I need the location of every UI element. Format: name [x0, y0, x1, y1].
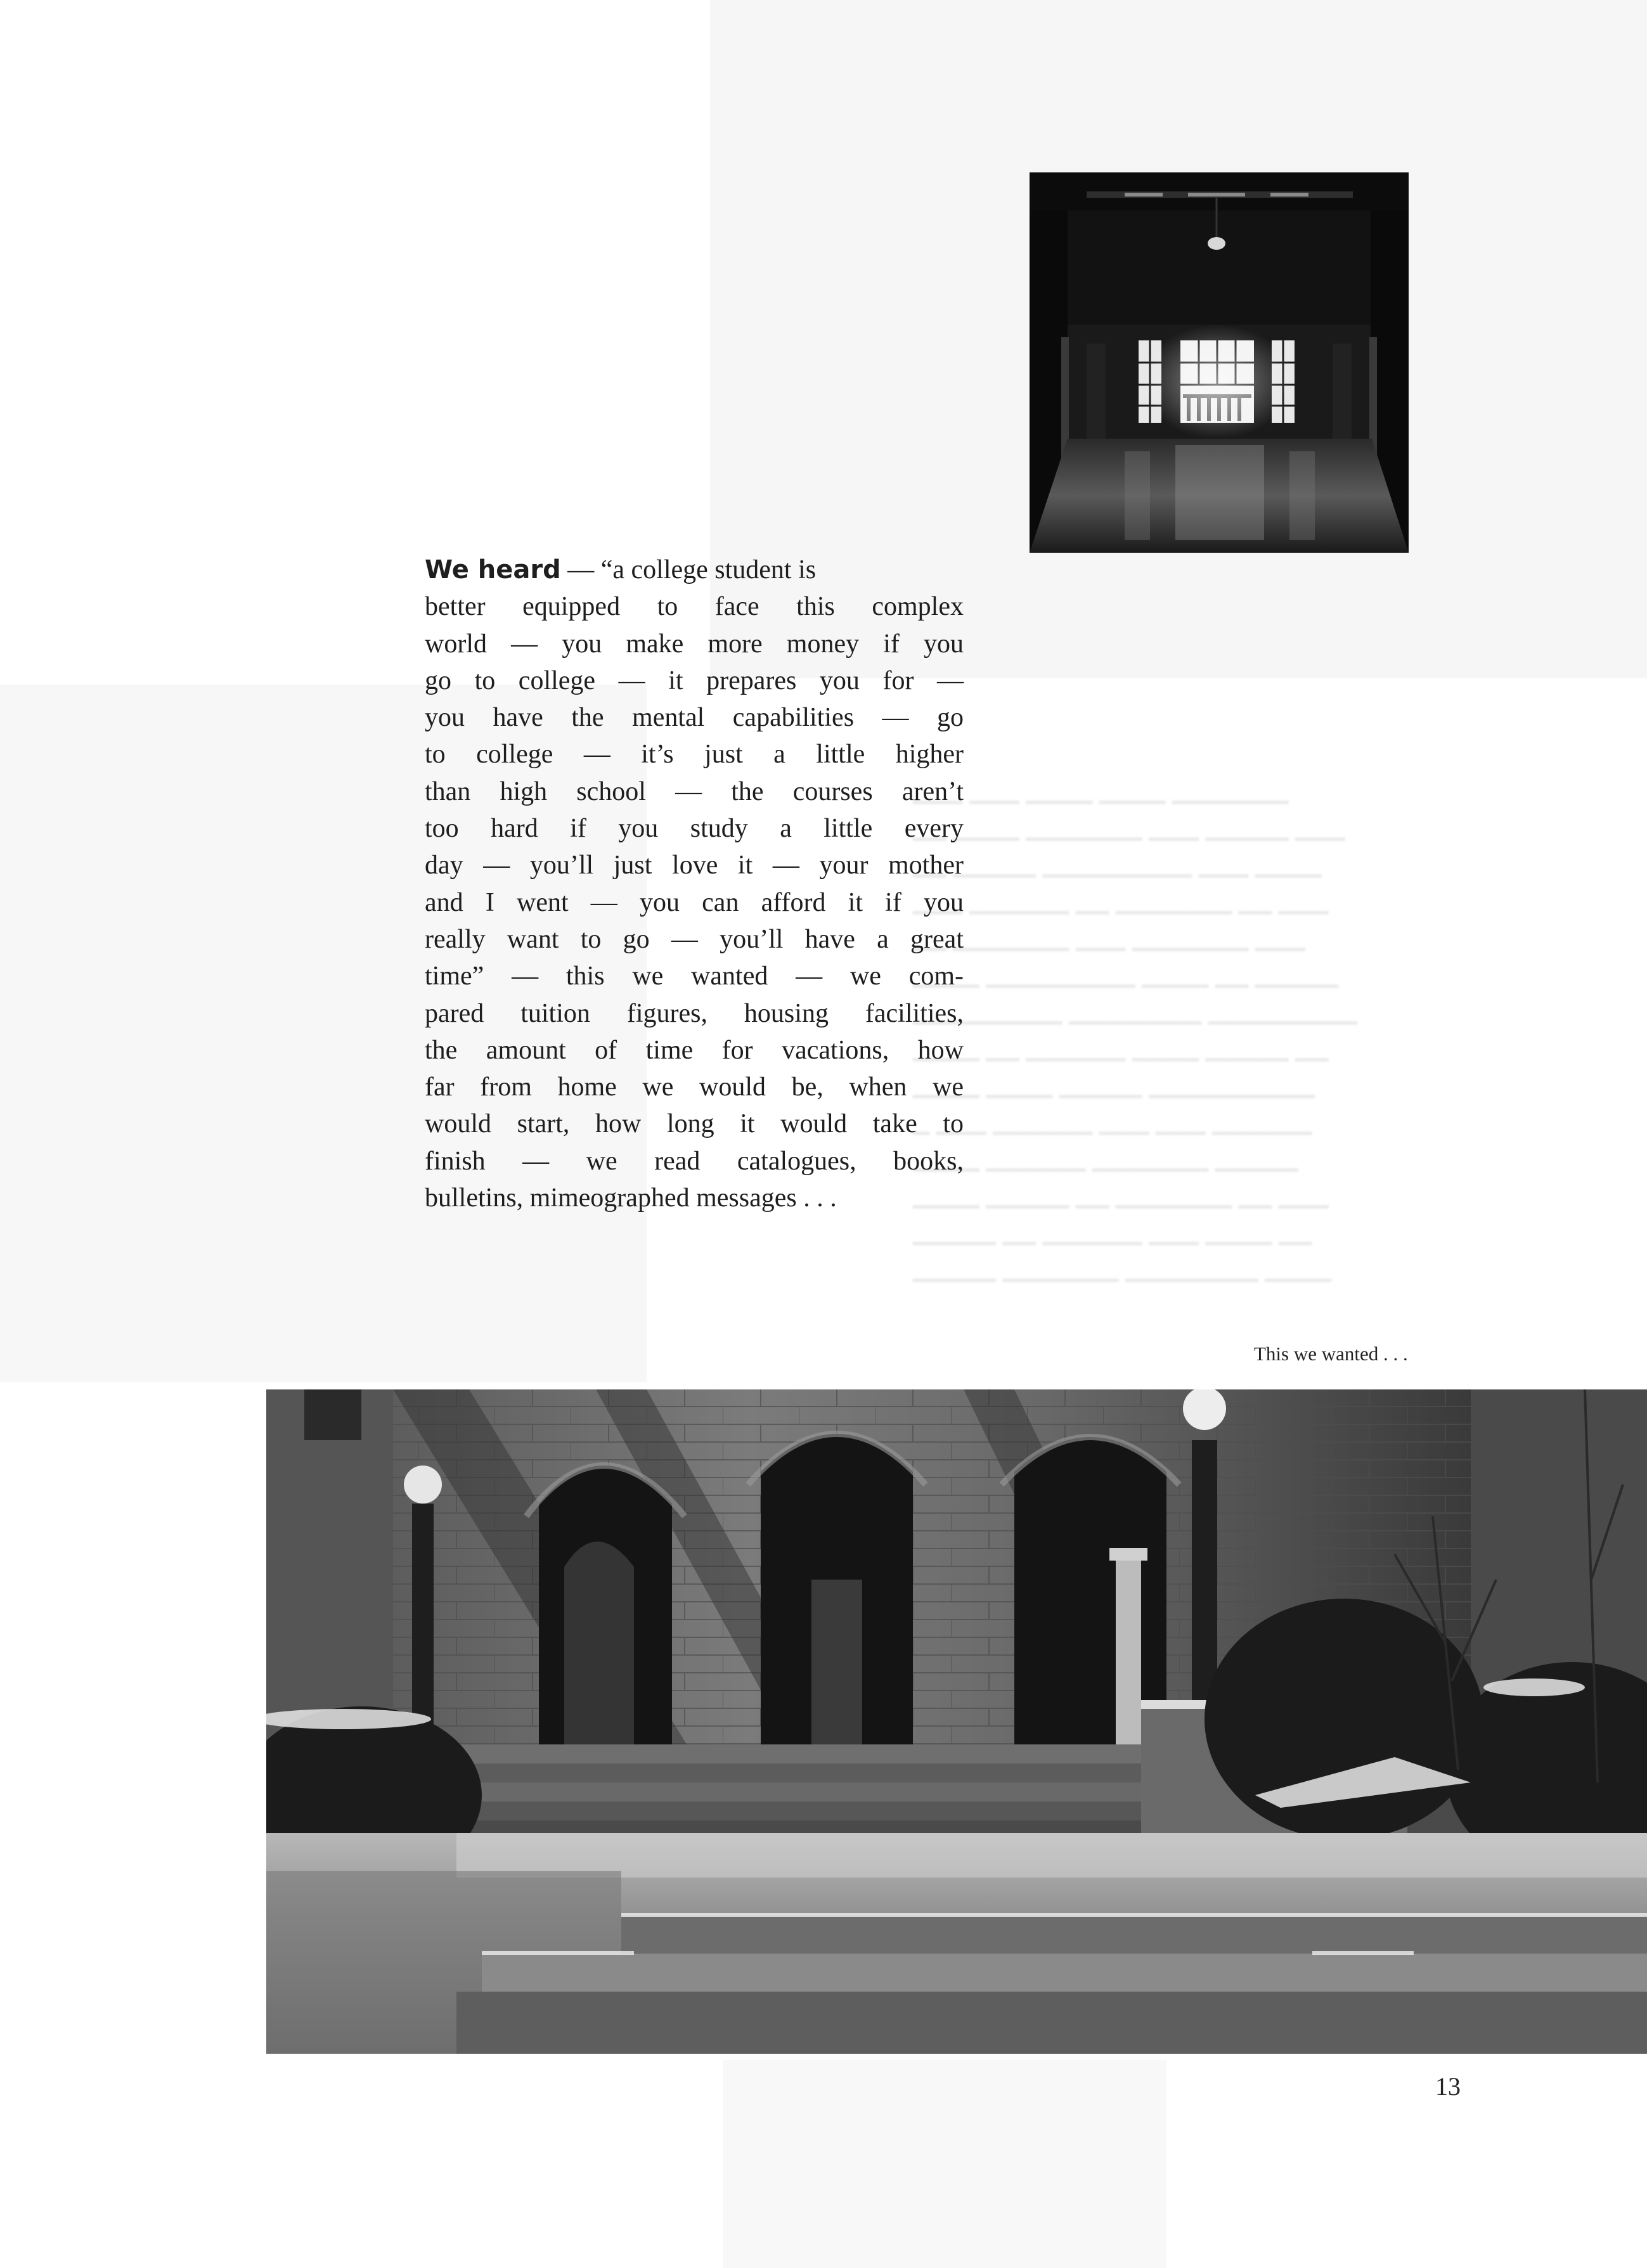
- passage-line: day — you’ll just love it — your mother: [425, 851, 964, 880]
- passage-line: really want to go — you’ll have a great: [425, 924, 964, 954]
- passage-line: too hard if you study a little every: [425, 814, 964, 844]
- page-number: 13: [1435, 2072, 1461, 2101]
- interior-hallway-image: [1030, 172, 1409, 553]
- passage-line-text: — “a college student is: [560, 555, 817, 584]
- photo-caption: This we wanted . . .: [1254, 1343, 1408, 1365]
- passage-line: world — you make more money if you: [425, 629, 964, 659]
- passage-lead: We heard: [425, 555, 561, 584]
- interior-hallway-photo: [1030, 172, 1409, 553]
- passage-line: far from home we would be, when we: [425, 1073, 964, 1102]
- bleed-through-panel: [723, 2060, 1166, 2268]
- passage-line-1: [425, 551, 964, 588]
- passage-line: you have the mental capabilities — go: [425, 703, 964, 733]
- passage-line: finish — we read catalogues, books,: [425, 1146, 964, 1176]
- passage-line: pared tuition figures, housing facilities,: [425, 998, 964, 1028]
- passage-line-last: bulletins, mimeographed messages . . .: [425, 1183, 837, 1213]
- building-entrance-photo: [266, 1389, 1647, 2054]
- building-entrance-image: [266, 1389, 1647, 2054]
- passage-line: time” — this we wanted — we com-: [425, 962, 964, 991]
- passage-line: the amount of time for vacations, how: [425, 1035, 964, 1065]
- passage-line: go to college — it prepares you for —: [425, 666, 964, 695]
- passage-line: than high school — the courses aren’t: [425, 776, 964, 806]
- body-passage: [425, 551, 964, 1216]
- bleed-through-text: ▁▁▁ ▁▁▁ ▁▁▁▁ ▁▁▁▁ ▁▁▁▁▁▁▁ ▁▁ ▁▁▁▁ ▁▁▁▁▁▁▁ ▁▁▁ ▁▁▁▁▁ ▁▁▁ ▁▁ ▁▁▁▁▁ ▁▁▁▁▁▁▁▁▁ ▁▁▁ ▁▁▁▁ ▁▁▁ ▁▁▁▁▁▁ ▁▁ ▁▁▁▁▁▁▁ ▁▁ ▁▁▁ ▁▁ ▁▁▁▁▁▁▁ ▁▁▁ ▁▁▁▁▁▁▁ ▁▁▁ ▁▁▁▁ ▁▁▁▁▁▁▁▁▁ ▁▁▁▁ ▁▁ ▁▁▁▁▁ ▁▁▁▁▁▁▁▁▁ ▁▁▁▁▁▁▁▁ ▁▁▁▁▁▁▁▁▁ ▁▁▁▁ ▁▁ ▁▁▁▁▁▁ ▁▁▁▁ ▁▁▁▁▁ ▁▁ ▁▁▁▁ ▁▁▁▁ ▁▁▁▁▁ ▁▁▁▁▁▁▁▁▁▁ ▁ ▁▁▁ ▁▁▁▁▁▁ ▁▁▁ ▁▁▁ ▁▁▁▁▁▁ ▁▁▁▁ ▁▁▁▁▁▁ ▁▁▁▁▁▁▁ ▁▁▁▁▁ ▁▁▁▁ ▁▁▁▁▁ ▁▁ ▁▁▁▁▁▁▁ ▁▁ ▁▁▁ ▁▁▁▁▁ ▁▁ ▁▁▁▁▁▁ ▁▁▁ ▁▁▁▁ ▁▁ ▁▁▁▁▁ ▁▁▁▁▁▁▁ ▁▁▁▁▁▁▁▁ ▁▁▁▁: [913, 779, 1358, 1282]
- passage-line: to college — it’s just a little higher: [425, 740, 964, 770]
- passage-line: would start, how long it would take to: [425, 1109, 964, 1139]
- passage-line: and I went — you can afford it if you: [425, 887, 964, 917]
- passage-line: better equipped to face this complex: [425, 592, 964, 622]
